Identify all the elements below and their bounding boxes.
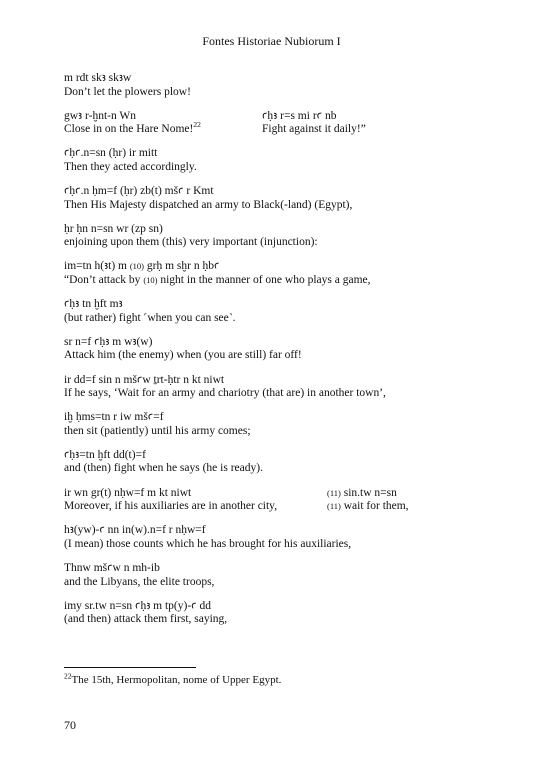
running-header: Fontes Historiae Nubiorum I xyxy=(202,34,341,48)
translation-part-a: “Don’t attack by xyxy=(64,274,144,287)
passage-13 xyxy=(64,524,484,551)
transliteration-2: ꜥḥꜣ r=s mi rꜥ nb xyxy=(262,109,337,122)
footnote-divider xyxy=(64,667,196,668)
footnote-number: 22 xyxy=(64,671,72,681)
line-number: (10) xyxy=(129,261,145,272)
transliteration xyxy=(64,260,484,274)
line-number: (10) xyxy=(143,275,158,286)
footnote-text: The 15th, Hermopolitan, nome of Upper Egypt. xyxy=(71,674,282,686)
translation: enjoining upon them (this) very important (injunction): xyxy=(64,236,318,249)
passage-2 xyxy=(64,110,484,137)
transliteration: ꜥḥꜥ.n=sn (ḥr) ir mitt xyxy=(64,147,158,160)
passage-8 xyxy=(64,336,484,363)
translation-part-b: night in the manner of one who plays a game, xyxy=(157,274,371,287)
transliteration: Thnw mšꜥw n mh-ib xyxy=(64,561,160,574)
transliteration: ꜥḥꜥ.n ḥm=f (ḥr) zb(t) mšꜥ r Kmt xyxy=(64,185,214,198)
transliteration: ḥr ḥn n=sn wr (zp sn) xyxy=(64,222,163,235)
transliteration-2-text: sin.tw n=sn xyxy=(340,486,397,499)
translation: and (then) fight when he says (he is ready). xyxy=(64,462,263,475)
transliteration-row xyxy=(64,110,484,124)
passage-9 xyxy=(64,374,484,401)
line-number: (11) xyxy=(327,487,341,498)
passage-11 xyxy=(64,449,484,476)
transliteration-2 xyxy=(327,487,397,501)
passage-14 xyxy=(64,562,484,589)
translation: (and then) attack them first, saying, xyxy=(64,613,228,626)
translation-cell xyxy=(64,120,262,137)
transliteration: ir wn gr(t) nḥw=f m kt niwt xyxy=(64,486,192,499)
passage-15 xyxy=(64,600,484,627)
translation: (I mean) those counts which he has brought for his auxiliaries, xyxy=(64,537,352,550)
translation: If he says, ‘Wait for an army and chariotry (that are) in another town’, xyxy=(64,387,386,400)
passage-4 xyxy=(64,185,484,212)
translation: Moreover, if his auxiliaries are in another city, xyxy=(64,500,278,513)
transliteration: ir dd=f sin n mšꜥw ṯrt-ḥtr n kt niwt xyxy=(64,373,225,386)
transliteration: sr n=f ꜥḥꜣ m wꜣ(w) xyxy=(64,335,153,348)
translation: and the Libyans, the elite troops, xyxy=(64,575,215,588)
footnote xyxy=(64,671,282,686)
passage-3 xyxy=(64,147,484,174)
translation: Then they acted accordingly. xyxy=(64,160,197,173)
translation: Don’t let the plowers plow! xyxy=(64,85,191,98)
translation: (but rather) fight ˹when you can see˺. xyxy=(64,311,236,324)
passage-6 xyxy=(64,260,484,287)
transliteration-row xyxy=(64,487,484,501)
passage-12 xyxy=(64,487,484,514)
main-text xyxy=(64,72,484,637)
transliteration-part-a: im=tn h(ꜣt) m xyxy=(64,260,130,273)
line-number: (11) xyxy=(327,501,341,512)
translation: Then His Majesty dispatched an army to Black(-land) (Egypt), xyxy=(64,198,353,211)
transliteration-part-b: grḥ m sḫr n ḥbꜥ xyxy=(144,260,220,273)
transliteration: ꜥḥꜣ=tn ḫft dd(t)=f xyxy=(64,448,146,461)
translation-2: Fight against it daily!” xyxy=(262,123,366,136)
translation: Attack him (the enemy) when (you are still) far off! xyxy=(64,349,302,362)
page-number: 70 xyxy=(64,718,76,732)
translation-2-text: wait for them, xyxy=(340,500,409,513)
footnote-marker: 22 xyxy=(193,120,201,130)
passage-10 xyxy=(64,411,484,438)
transliteration: ꜥḥꜣ tn ḫft mꜣ xyxy=(64,298,123,311)
translation-row xyxy=(64,120,484,137)
transliteration: gwꜣ r-ḫnt-n Wn xyxy=(64,109,136,122)
transliteration: m rdt skꜣ skꜣw xyxy=(64,72,132,84)
translation: Close in on the Hare Nome! xyxy=(64,123,194,136)
translation: then sit (patiently) until his army comes; xyxy=(64,424,251,437)
passage-5 xyxy=(64,223,484,250)
translation-row xyxy=(64,500,484,514)
passage-7 xyxy=(64,298,484,325)
translation xyxy=(64,274,484,288)
translation-2 xyxy=(327,500,409,514)
passage-1 xyxy=(64,72,484,99)
transliteration: iḫ ḥms=tn r iw mšꜥ=f xyxy=(64,411,164,424)
transliteration: hꜣ(yw)-ꜥ nn in(w).n=f r nḥw=f xyxy=(64,524,206,537)
transliteration: imy sr.tw n=sn ꜥḥꜣ m tp(y)-ꜥ dd xyxy=(64,599,211,612)
